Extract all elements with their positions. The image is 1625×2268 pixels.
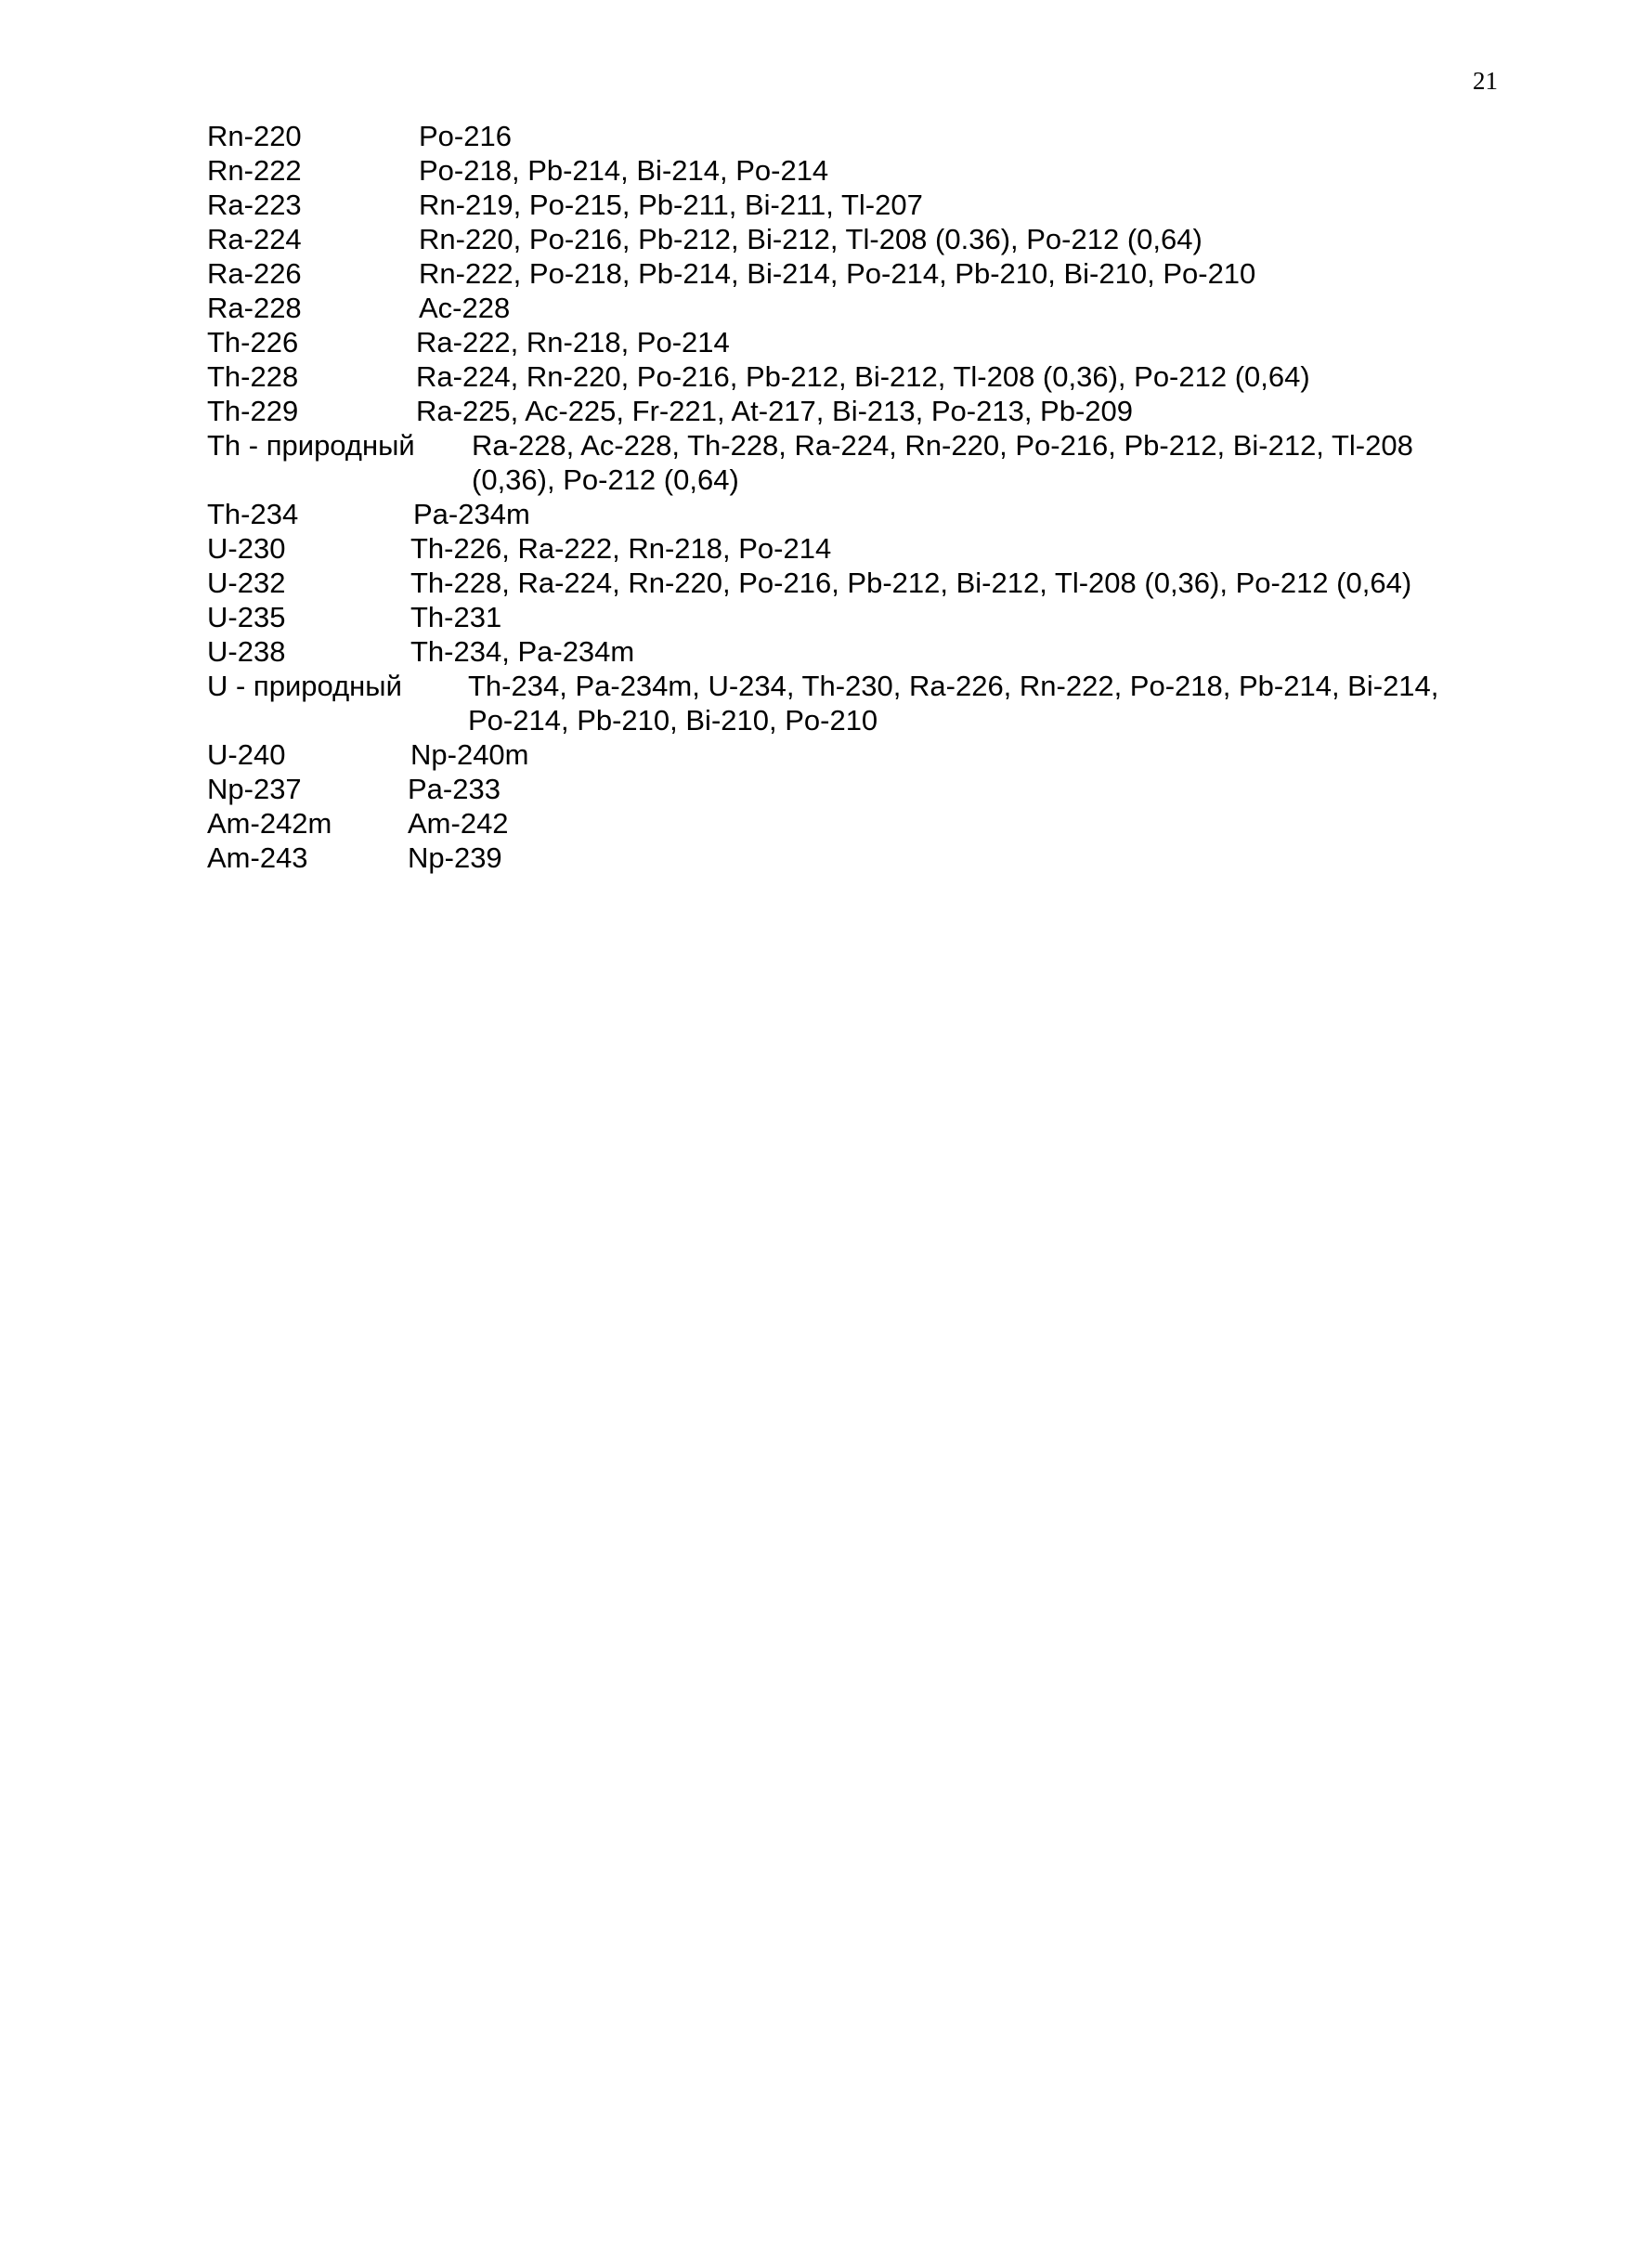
parent-nuclide: Th-228 (207, 360, 299, 393)
progeny-list: Ra-225, Ac-225, Fr-221, At-217, Bi-213, Po-213, Pb-209 (416, 395, 1134, 427)
parent-nuclide: Th - природный (207, 429, 415, 462)
parent-nuclide: U-230 (207, 532, 286, 565)
parent-nuclide: Am-242m (207, 807, 332, 840)
table-row (207, 119, 1488, 153)
progeny-list: Th-234, Pa-234m, U-234, Th-230, Ra-226, Rn-222, Po-218, Pb-214, Bi-214, Po-214, Pb-210, Bi-210, Po-210 (468, 670, 1439, 736)
progeny-list: Np-239 (408, 841, 502, 874)
parent-nuclide: Ra-226 (207, 257, 302, 290)
table-row (207, 531, 1488, 566)
table-row (207, 737, 1488, 772)
progeny-list: Pa-234m (413, 498, 530, 530)
table-row (207, 806, 1488, 841)
parent-nuclide: U-235 (207, 601, 286, 633)
progeny-list: Th-231 (410, 601, 502, 633)
progeny-list: Rn-219, Po-215, Pb-211, Bi-211, Tl-207 (419, 189, 923, 221)
progeny-list: Rn-222, Po-218, Pb-214, Bi-214, Po-214, Pb-210, Bi-210, Po-210 (419, 257, 1256, 290)
parent-nuclide: U-232 (207, 567, 286, 599)
nuclide-progeny-table (207, 119, 1488, 875)
progeny-list: Po-216 (419, 120, 512, 152)
table-row (207, 841, 1488, 875)
parent-nuclide: U - природный (207, 670, 402, 702)
progeny-list: Po-218, Pb-214, Bi-214, Po-214 (419, 154, 829, 187)
parent-nuclide: Am-243 (207, 841, 308, 874)
parent-nuclide: Th-234 (207, 498, 299, 530)
parent-nuclide: U-238 (207, 635, 286, 668)
parent-nuclide: Ra-228 (207, 292, 302, 324)
parent-nuclide: Ra-224 (207, 223, 302, 255)
progeny-list: Th-226, Ra-222, Rn-218, Po-214 (410, 532, 832, 565)
table-row (207, 153, 1488, 188)
progeny-list: Ac-228 (419, 292, 511, 324)
table-row (207, 394, 1488, 428)
parent-nuclide: Rn-222 (207, 154, 302, 187)
table-row (207, 634, 1488, 669)
table-row (207, 497, 1488, 531)
table-row (207, 359, 1488, 394)
progeny-list: Np-240m (410, 738, 529, 771)
progeny-list: Ra-222, Rn-218, Po-214 (416, 326, 730, 358)
parent-nuclide: U-240 (207, 738, 286, 771)
table-row (207, 256, 1488, 291)
progeny-list: Am-242 (408, 807, 509, 840)
table-row (207, 188, 1488, 222)
progeny-list: Pa-233 (408, 773, 500, 805)
table-row (207, 566, 1488, 600)
table-row (207, 772, 1488, 806)
parent-nuclide: Ra-223 (207, 189, 302, 221)
table-row (207, 669, 1488, 737)
parent-nuclide: Rn-220 (207, 120, 302, 152)
table-row (207, 600, 1488, 634)
progeny-list: Th-228, Ra-224, Rn-220, Po-216, Pb-212, Bi-212, Tl-208 (0,36), Po-212 (0,64) (410, 567, 1412, 599)
progeny-list: Th-234, Pa-234m (410, 635, 635, 668)
table-row (207, 291, 1488, 325)
progeny-list: Ra-228, Ac-228, Th-228, Ra-224, Rn-220, Po-216, Pb-212, Bi-212, Tl-208 (0,36), Po-212 (0,64) (472, 429, 1413, 496)
parent-nuclide: Np-237 (207, 773, 302, 805)
table-row (207, 222, 1488, 256)
parent-nuclide: Th-226 (207, 326, 299, 358)
parent-nuclide: Th-229 (207, 395, 299, 427)
table-row (207, 325, 1488, 359)
page-number: 21 (1473, 67, 1498, 95)
progeny-list: Ra-224, Rn-220, Po-216, Pb-212, Bi-212, Tl-208 (0,36), Po-212 (0,64) (416, 360, 1310, 393)
progeny-list: Rn-220, Po-216, Pb-212, Bi-212, Tl-208 (0.36), Po-212 (0,64) (419, 223, 1202, 255)
table-row (207, 428, 1488, 497)
